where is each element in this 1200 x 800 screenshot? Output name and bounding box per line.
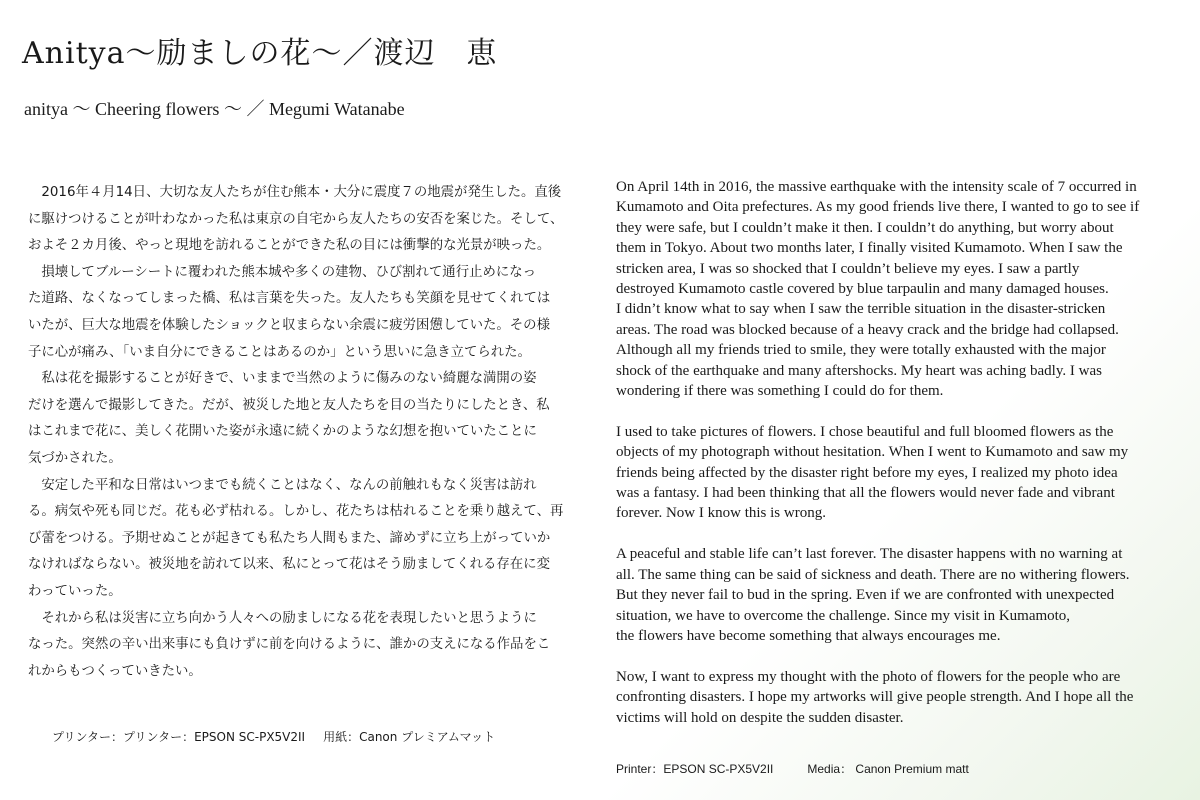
en-paragraph-4 — [616, 667, 1188, 728]
page-subtitle: anitya ～ Cheering flowers ～ ／ Megumi Watanabe — [24, 99, 405, 119]
ja-line: いたが、巨大な地震を体験したショックと収まらない余震に疲労困憊していた。その様 — [28, 317, 550, 333]
ja-line: およそ２カ月後、やっと現地を訪れることができた私の目には衝撃的な光景が映った。 — [28, 238, 551, 254]
en-line: destroyed Kumamoto castle covered by blue tarpaulin and many damaged houses. — [616, 281, 1109, 298]
en-paragraph-1 — [616, 177, 1188, 401]
en-line: Although all my friends tried to smile, they were totally exhausted with the major — [616, 342, 1106, 359]
en-line: I didn’t know what to say when I saw the terrible situation in the disaster-stricken — [616, 301, 1106, 318]
en-line: friends being affected by the disaster right before my eyes, I realized my photo idea — [616, 464, 1118, 481]
ja-line: なければならない。被災地を訪れて以来、私にとって花はそう励ましてくれる存在に変 — [28, 557, 550, 573]
en-paragraph-2 — [616, 422, 1188, 524]
japanese-statement — [28, 180, 564, 685]
ja-paragraph-5 — [28, 606, 556, 686]
ja-line: に駆けつけることが叶わなかった私は東京の自宅から友人たちの安否を案じた。そして、 — [28, 211, 564, 227]
en-print-credits — [616, 760, 969, 777]
ja-media-credit: 用紙：Canon プレミアムマット — [323, 730, 496, 744]
ja-line: 気づかされた。 — [28, 450, 122, 466]
en-line: Kumamoto and Oita prefectures. As my good friends live there, I wanted to go to see if — [616, 199, 1140, 216]
ja-line: はこれまで花に、美しく花開いた姿が永遠に続くかのような幻想を抱いていたことに — [28, 424, 537, 440]
en-line: was a fantasy. I had been thinking that all the flowers would never fade and vibrant — [616, 485, 1115, 502]
en-line: A peaceful and stable life can’t last forever. The disaster happens with no warning at — [616, 546, 1123, 563]
en-line: situation, we have to overcome the challenge. Since my visit in Kumamoto, — [616, 607, 1071, 624]
ja-line: 私は花を撮影することが好きで、いままで当然のように傷みのない綺麗な満開の姿 — [28, 371, 537, 387]
en-line: all. The same thing can be said of sickness and death. There are no withering flowers. — [616, 566, 1130, 583]
en-line: confronting disasters. I hope my artworks will give people strength. And I hope all the — [616, 689, 1134, 706]
ja-line: わっていった。 — [28, 583, 122, 599]
en-line: On April 14th in 2016, the massive earthquake with the intensity scale of 7 occurred in — [616, 179, 1137, 195]
ja-line: 子に心が痛み、「いま自分にできることはあるのか」という思いに急き立てられた。 — [28, 344, 531, 360]
en-line: forever. Now I know this is wrong. — [616, 505, 826, 522]
ja-line: 損壊してブルーシートに覆われた熊本城や多くの建物、ひび割れて通行止めになっ — [28, 264, 537, 280]
page-title: Anitya～励ましの花～／渡辺 恵 — [22, 36, 498, 71]
ja-line: び蕾をつける。予期せぬことが起きても私たち人間もまた、諦めずに立ち上がっていか — [28, 530, 551, 546]
en-line: Now, I want to express my thought with the photo of flowers for the people who are — [616, 668, 1121, 685]
ja-line: る。病気や死も同じだ。花も必ず枯れる。しかし、花たちは枯れることを乗り越えて、再 — [28, 504, 564, 520]
en-line: stricken area, I was so shocked that I couldn’t believe my eyes. I saw a partly — [616, 260, 1080, 277]
en-line: areas. The road was blocked because of a heavy crack and the bridge had collapsed. — [616, 321, 1119, 338]
en-paragraph-3 — [616, 544, 1188, 646]
en-line: victims will hold on despite the sudden disaster. — [616, 709, 904, 726]
ja-line: なった。突然の辛い出来事にも負けずに前を向けるように、誰かの支えになる作品をこ — [28, 637, 551, 653]
en-line: wondering if there was something I could do for them. — [616, 383, 944, 400]
en-line: shock of the earthquake and many aftershocks. My heart was aching badly. I was — [616, 362, 1102, 379]
en-line: they were safe, but I couldn’t make it then. I couldn’t do anything, but worry about — [616, 219, 1114, 236]
en-line: them in Tokyo. About two months later, I finally visited Kumamoto. When I saw the — [616, 240, 1123, 257]
ja-paragraph-1 — [28, 180, 564, 260]
en-line: I used to take pictures of flowers. I chose beautiful and full bloomed flowers as the — [616, 423, 1114, 440]
ja-line: た道路、なくなってしまった橋、私は言葉を失った。友人たちも笑顔を見せてくれては — [28, 291, 551, 307]
ja-paragraph-4 — [28, 473, 564, 606]
ja-print-credits — [52, 728, 495, 745]
ja-paragraph-3 — [28, 366, 556, 472]
en-line: But they never fail to bud in the spring. Even if we are confronted with unexpected — [616, 587, 1115, 604]
en-line: the flowers have become something that always encourages me. — [616, 627, 1001, 644]
ja-line: れからもつくっていきたい。 — [28, 663, 202, 679]
ja-line: だけを選んで撮影してきた。だが、被災した地と友人たちを目の当たりにしたとき、私 — [28, 397, 550, 413]
en-printer-credit: Printer：EPSON SC-PX5V2II — [616, 762, 774, 776]
ja-paragraph-2 — [28, 260, 556, 366]
en-line: objects of my photograph without hesitation. When I went to Kumamoto and saw my — [616, 444, 1129, 461]
ja-line: 安定した平和な日常はいつまでも続くことはなく、なんの前触れもなく災害は訪れ — [28, 477, 537, 493]
ja-line: 2016年４月14日、大切な友人たちが住む熊本・大分に震度７の地震が発生した。直後 — [28, 185, 562, 200]
en-media-credit: Media： Canon Premium matt — [807, 762, 969, 776]
ja-printer-credit: プリンター：プリンター：EPSON SC-PX5V2II — [52, 730, 306, 744]
ja-line: それから私は災害に立ち向かう人々への励ましになる花を表現したいと思うように — [28, 610, 537, 626]
english-statement — [616, 177, 1188, 748]
